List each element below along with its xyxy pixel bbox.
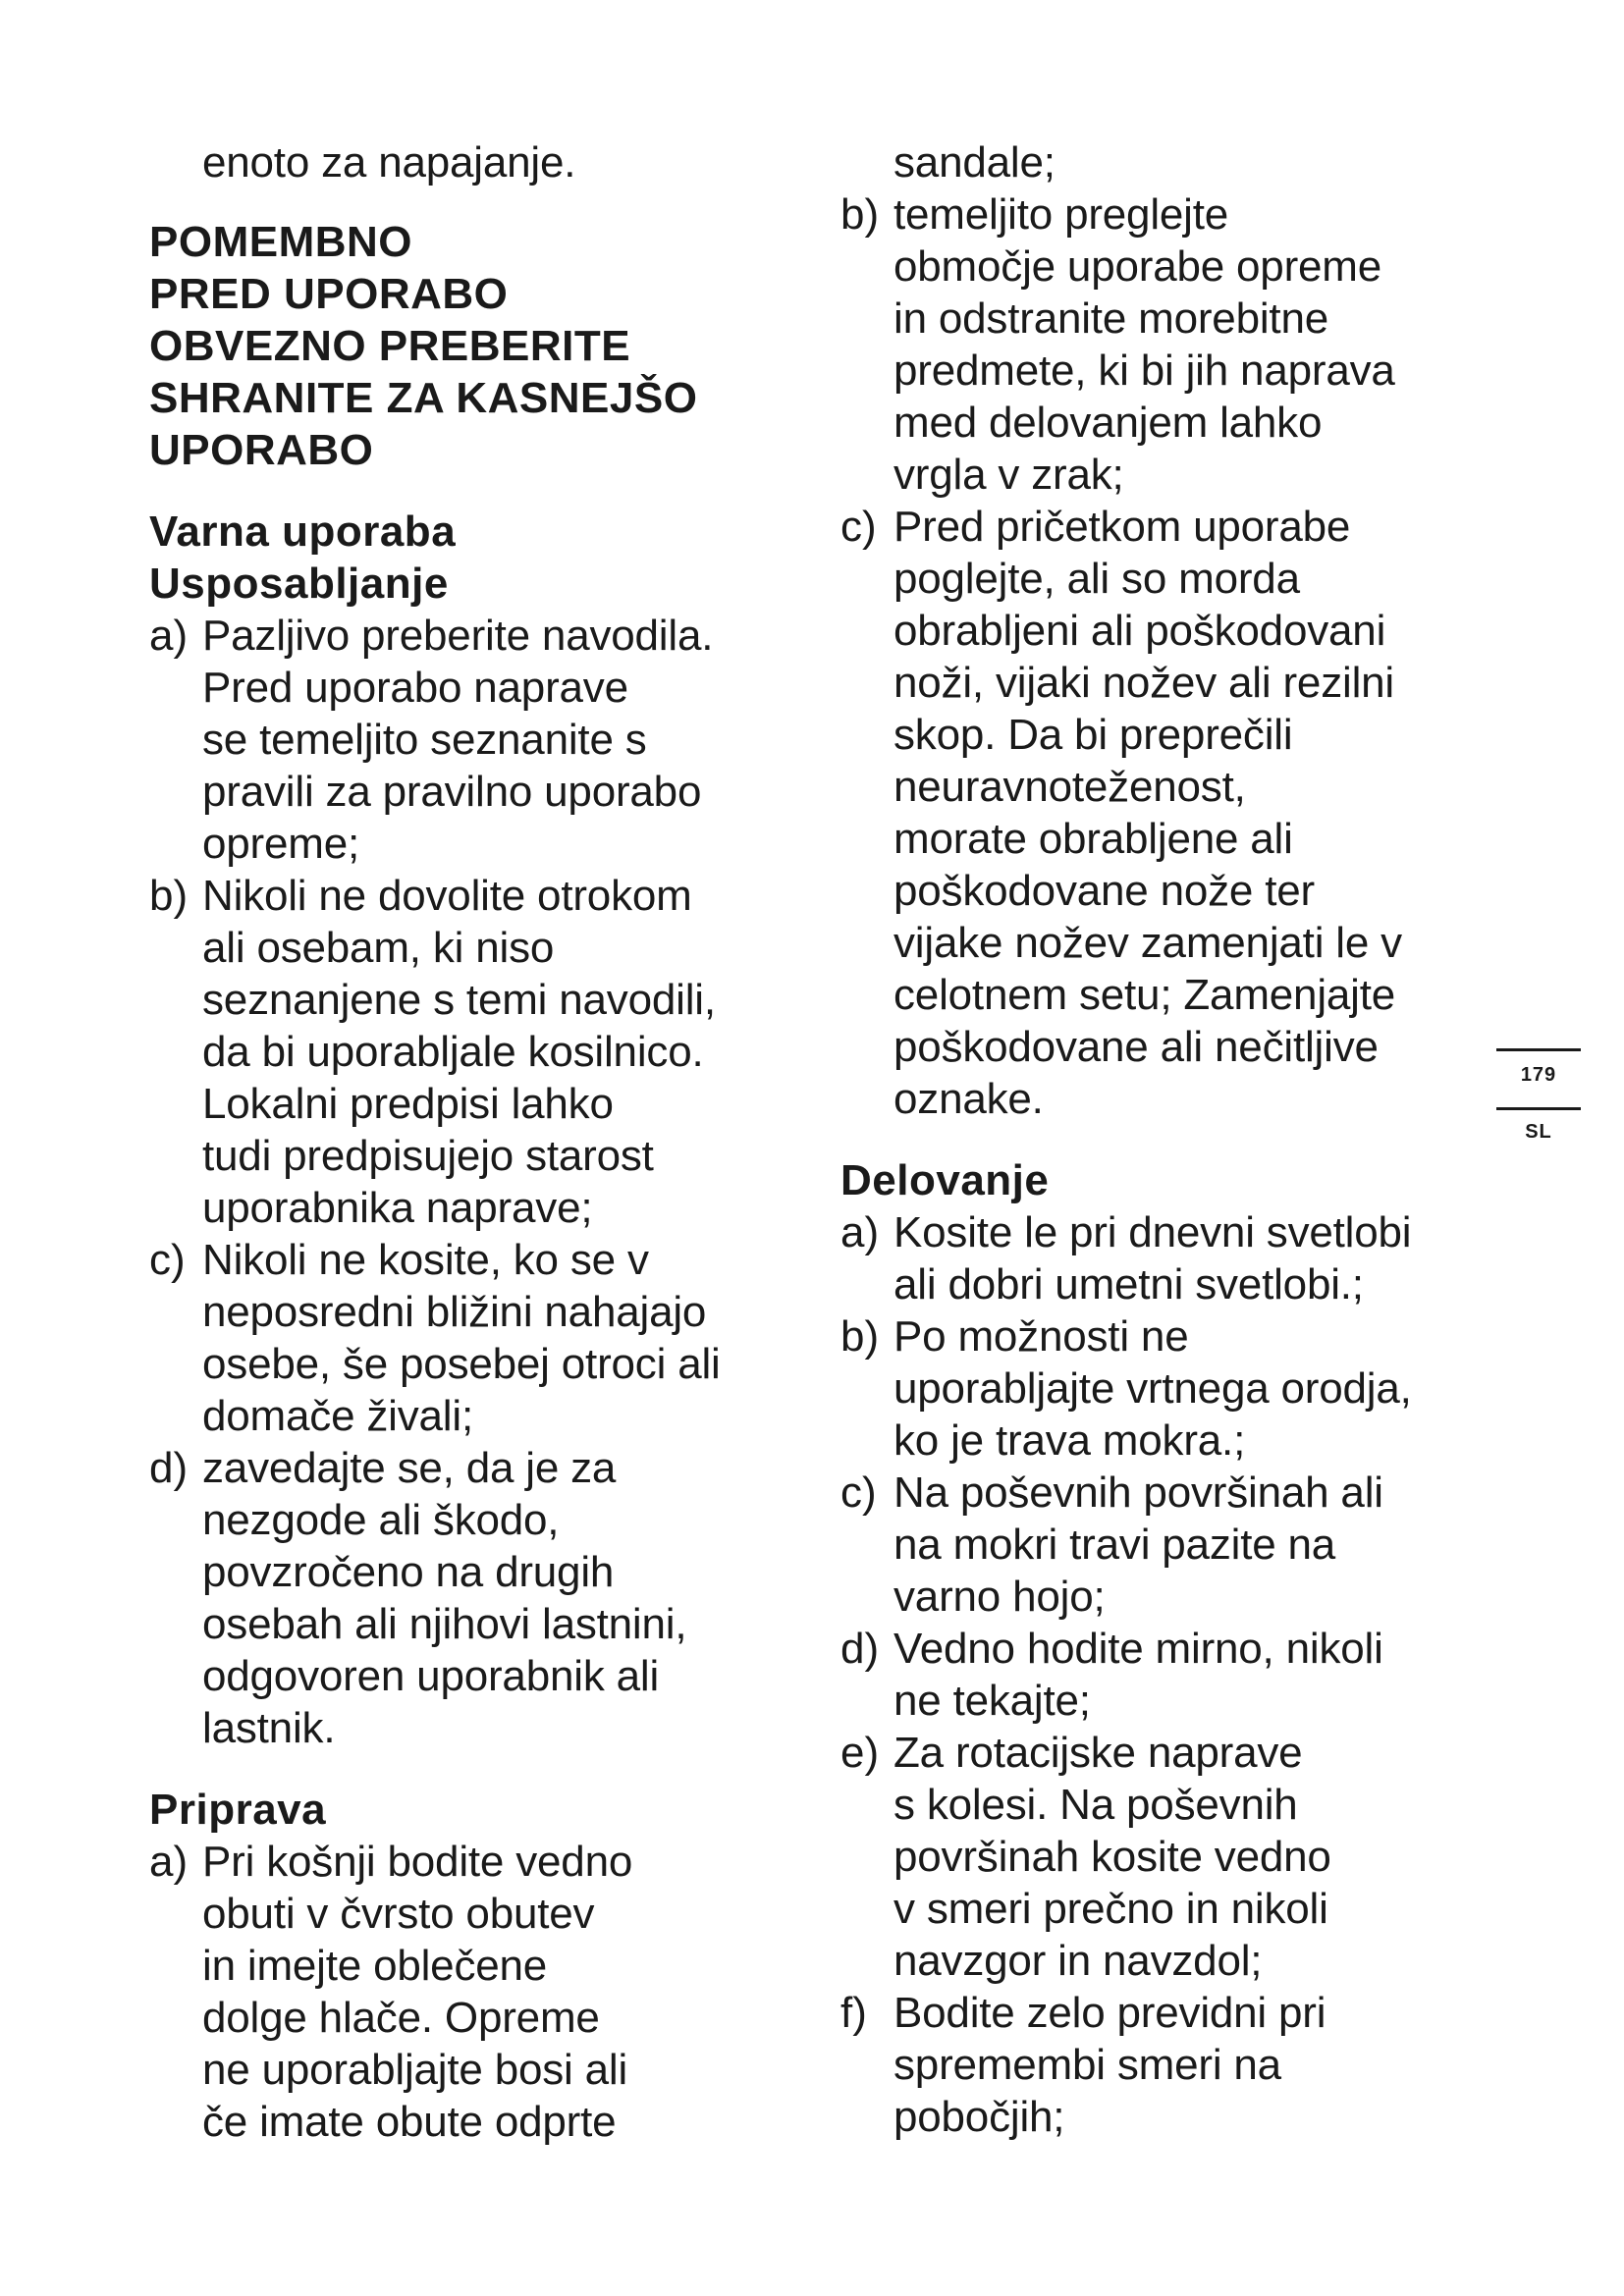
important-heading-line: OBVEZNO PREBERITE <box>149 322 631 370</box>
list-item-line: poškodovane ali nečitljive <box>893 1023 1379 1071</box>
list-item-line: in imejte oblečene <box>202 1942 548 1990</box>
page-number: 179 <box>1520 1064 1557 1086</box>
list-item-line: spremembi smeri na <box>893 2041 1281 2089</box>
operation-heading: Delovanje <box>840 1156 1050 1204</box>
language-code: SL <box>1525 1121 1552 1143</box>
list-item-line: odgovoren uporabnik ali <box>202 1652 660 1700</box>
list-marker: d) <box>840 1625 880 1673</box>
list-marker: b) <box>840 1312 880 1361</box>
list-item-line: če imate obute odprte <box>202 2098 617 2146</box>
side-tab-middle-rule <box>1496 1107 1581 1110</box>
list-item-line: domače živali; <box>202 1392 473 1440</box>
list-item-line: neposredni bližini nahajajo <box>202 1288 707 1336</box>
list-item-line: temeljito preglejte <box>893 190 1229 239</box>
safe-use-heading: Varna uporaba <box>149 507 457 556</box>
preparation-heading: Priprava <box>149 1786 327 1834</box>
list-item-line: ne uporabljajte bosi ali <box>202 2046 628 2094</box>
list-marker: b) <box>840 190 880 239</box>
intro-line: enoto za napajanje. <box>202 138 576 187</box>
list-marker: a) <box>840 1208 880 1256</box>
list-item-line: zavedajte se, da je za <box>202 1444 617 1492</box>
list-item-line: seznanjene s temi navodili, <box>202 976 716 1024</box>
list-item-line: Pred uporabo naprave <box>202 664 628 712</box>
important-heading-line: PRED UPORABO <box>149 270 509 318</box>
list-item-line: celotnem setu; Zamenjajte <box>893 971 1396 1019</box>
list-item-line: Lokalni predpisi lahko <box>202 1080 614 1128</box>
list-marker: a) <box>149 612 189 660</box>
list-item-line: Pri košnji bodite vedno <box>202 1838 633 1886</box>
list-item-line: noži, vijaki nožev ali rezilni <box>893 659 1394 707</box>
list-marker: d) <box>149 1444 189 1492</box>
list-item-line: lastnik. <box>202 1704 336 1752</box>
list-item-line: Na poševnih površinah ali <box>893 1468 1383 1517</box>
list-item-line: opreme; <box>202 820 360 868</box>
list-item-line: skop. Da bi preprečili <box>893 711 1293 759</box>
list-item-line: uporabljajte vrtnega orodja, <box>893 1364 1412 1413</box>
list-item-line: Za rotacijske naprave <box>893 1729 1303 1777</box>
list-item-line: osebah ali njihovi lastnini, <box>202 1600 687 1648</box>
list-item-line: ne tekajte; <box>893 1677 1091 1725</box>
training-heading: Usposabljanje <box>149 560 449 608</box>
list-item-line: vijake nožev zamenjati le v <box>893 919 1402 967</box>
list-item-line: Nikoli ne dovolite otrokom <box>202 872 692 920</box>
list-marker: f) <box>840 1989 867 2037</box>
side-tab-top-rule <box>1496 1048 1581 1051</box>
list-item-line: s kolesi. Na poševnih <box>893 1781 1298 1829</box>
list-marker: a) <box>149 1838 189 1886</box>
list-item-line: ali osebam, ki niso <box>202 924 555 972</box>
list-item-line: Kosite le pri dnevni svetlobi <box>893 1208 1412 1256</box>
list-marker: e) <box>840 1729 880 1777</box>
list-item-line: pobočjih; <box>893 2093 1065 2141</box>
list-item-line: in odstranite morebitne <box>893 294 1328 343</box>
list-item-line: nezgode ali škodo, <box>202 1496 560 1544</box>
list-item-line: Vedno hodite mirno, nikoli <box>893 1625 1383 1673</box>
continued-line: sandale; <box>893 138 1056 187</box>
list-marker: c) <box>149 1236 186 1284</box>
list-item-line: obuti v čvrsto obutev <box>202 1890 595 1938</box>
list-marker: c) <box>840 1468 877 1517</box>
list-item-line: osebe, še posebej otroci ali <box>202 1340 721 1388</box>
list-item-line: ko je trava mokra.; <box>893 1416 1246 1465</box>
list-item-line: v smeri prečno in nikoli <box>893 1885 1328 1933</box>
important-heading-line: POMEMBNO <box>149 218 412 266</box>
list-item-line: poglejte, ali so morda <box>893 555 1300 603</box>
list-item-line: dolge hlače. Opreme <box>202 1994 600 2042</box>
list-item-line: Bodite zelo previdni pri <box>893 1989 1326 2037</box>
list-item-line: poškodovane nože ter <box>893 867 1315 915</box>
list-item-line: se temeljito seznanite s <box>202 716 647 764</box>
list-item-line: območje uporabe opreme <box>893 242 1382 291</box>
list-item-line: med delovanjem lahko <box>893 399 1323 447</box>
important-heading-line: SHRANITE ZA KASNEJŠO <box>149 374 698 422</box>
list-item-line: tudi predpisujejo starost <box>202 1132 654 1180</box>
list-item-line: na mokri travi pazite na <box>893 1521 1336 1569</box>
important-heading-line: UPORABO <box>149 426 374 474</box>
list-item-line: neuravnoteženost, <box>893 763 1246 811</box>
list-item-line: Pazljivo preberite navodila. <box>202 612 714 660</box>
list-item-line: varno hojo; <box>893 1573 1106 1621</box>
list-item-line: Po možnosti ne <box>893 1312 1189 1361</box>
list-item-line: Pred pričetkom uporabe <box>893 503 1351 551</box>
list-item-line: obrabljeni ali poškodovani <box>893 607 1386 655</box>
list-item-line: da bi uporabljale kosilnico. <box>202 1028 704 1076</box>
list-marker: c) <box>840 503 877 551</box>
list-item-line: oznake. <box>893 1075 1044 1123</box>
list-item-line: Nikoli ne kosite, ko se v <box>202 1236 649 1284</box>
list-item-line: povzročeno na drugih <box>202 1548 615 1596</box>
list-item-line: ali dobri umetni svetlobi.; <box>893 1260 1364 1308</box>
list-item-line: pravili za pravilno uporabo <box>202 768 702 816</box>
list-item-line: predmete, ki bi jih naprava <box>893 347 1395 395</box>
list-item-line: uporabnika naprave; <box>202 1184 593 1232</box>
list-item-line: navzgor in navzdol; <box>893 1937 1263 1985</box>
list-item-line: površinah kosite vedno <box>893 1833 1331 1881</box>
list-item-line: vrgla v zrak; <box>893 451 1124 499</box>
list-item-line: morate obrabljene ali <box>893 815 1293 863</box>
list-marker: b) <box>149 872 189 920</box>
